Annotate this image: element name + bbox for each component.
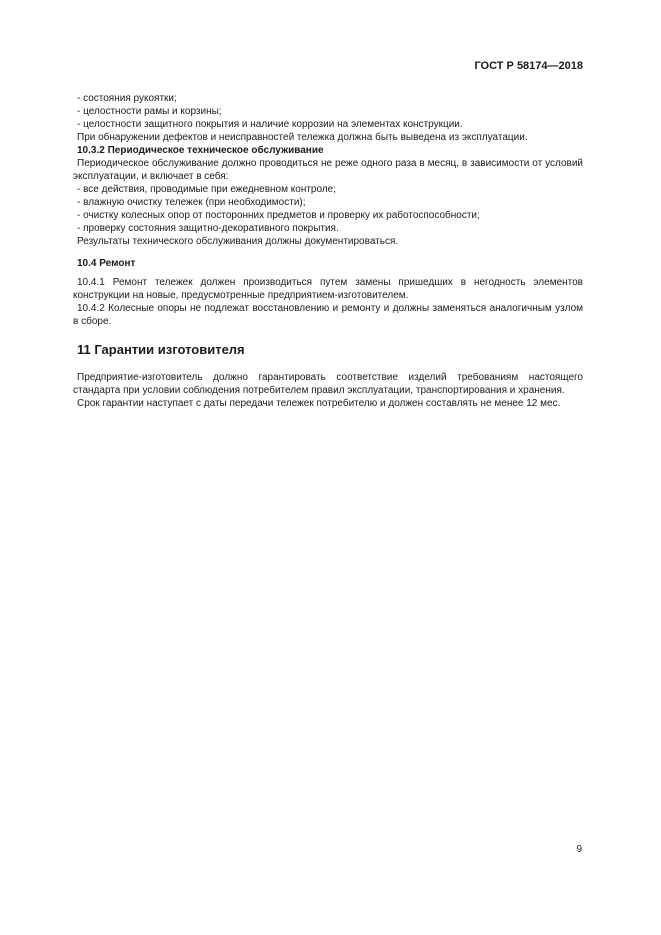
list-item: - все действия, проводимые при ежедневном контроле;: [77, 184, 337, 195]
page-content: [73, 92, 583, 410]
list-item-frame: - целостности рамы и корзины;: [77, 106, 222, 117]
warranty-heading: 11 Гарантии изготовителя: [77, 342, 245, 357]
list-item: - очистку колесных опор от посторонних предметов и проверку их работоспособности;: [77, 210, 480, 221]
periodic-maintenance-intro: Периодическое обслуживание должно проводиться не реже одного раза в месяц, в зависимости от условий эксплуатации, и включает в себя:: [73, 158, 583, 182]
periodic-maintenance-heading: 10.3.2 Периодическое техническое обслуживание: [77, 145, 324, 156]
warranty-paragraph-1: Предприятие-изготовитель должно гарантировать соответствие изделий требованиям настоящего стандарта при условии соблюдения потребителем правил эксплуатации, транспортирования и хранения.: [73, 372, 583, 396]
repair-paragraph-2: 10.4.2 Колесные опоры не подлежат восстановлению и ремонту и должны заменяться аналогичным узлом в сборе.: [73, 303, 583, 327]
warranty-paragraph-2: Срок гарантии наступает с даты передачи тележек потребителю и должен составлять не менее 12 мес.: [77, 398, 561, 409]
list-item: - влажную очистку тележек (при необходимости);: [77, 197, 306, 208]
document-code: ГОСТ Р 58174—2018: [474, 60, 583, 72]
repair-heading: 10.4 Ремонт: [77, 258, 136, 269]
list-item: - проверку состояния защитно-декоративного покрытия.: [77, 223, 339, 234]
list-item-handle: - состояния рукоятки;: [77, 93, 177, 104]
list-item-coating: - целостности защитного покрытия и наличие коррозии на элементах конструкции.: [77, 119, 463, 130]
defects-paragraph: При обнаружении дефектов и неисправностей тележка должна быть выведена из эксплуатации.: [77, 132, 528, 143]
repair-paragraph-1: 10.4.1 Ремонт тележек должен производиться путем замены пришедших в негодность элементов конструкции на новые, предусмотренные предприятием-изготовителем.: [73, 277, 583, 301]
page-number: 9: [576, 844, 582, 855]
maintenance-results-paragraph: Результаты технического обслуживания должны документироваться.: [77, 236, 399, 247]
